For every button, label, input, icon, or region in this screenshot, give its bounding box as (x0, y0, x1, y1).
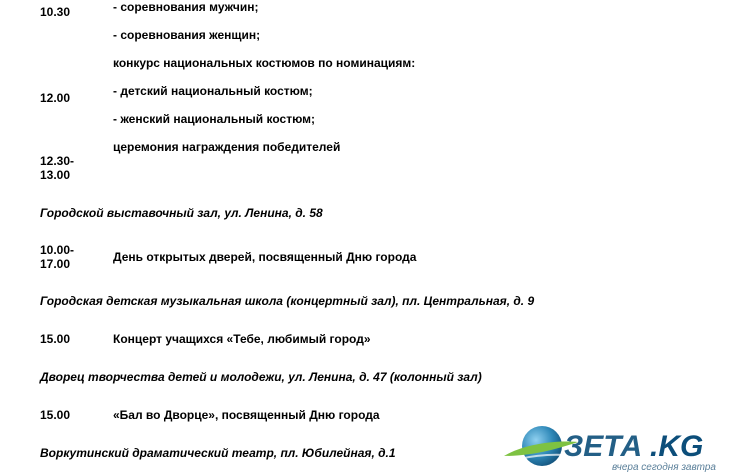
time-1200: 12.00 (40, 91, 71, 105)
event-ball: «Бал во Дворце», посвященный Дню города (113, 408, 380, 422)
time-1230-start: 12.30- (40, 154, 75, 168)
time-1230-end: 13.00 (40, 168, 71, 182)
brand-tagline: вчера сегодня завтра (612, 462, 716, 473)
brand-name-right: .KG (650, 430, 704, 463)
time-1000-start: 10.00- (40, 243, 75, 257)
event-award-ceremony: церемония награждения победителей (113, 140, 341, 154)
venue-youth-palace: Дворец творчества детей и молодежи, ул. Ленина, д. 47 (колонный зал) (40, 370, 482, 384)
event-concert: Концерт учащихся «Тебе, любимый город» (113, 332, 371, 346)
venue-drama-theater: Воркутинский драматический театр, пл. Юбилейная, д.1 (40, 446, 396, 460)
event-child-costume: - детский национальный костюм; (113, 84, 313, 98)
venue-exhibition-hall: Городской выставочный зал, ул. Ленина, д. 58 (40, 206, 323, 220)
time-1500-concert: 15.00 (40, 332, 71, 346)
event-costume-contest: конкурс национальных костюмов по номинациям: (113, 56, 416, 70)
event-men-competition: - соревнования мужчин; (113, 0, 259, 14)
brand-name-left: ЗЕТА (564, 430, 643, 463)
venue-music-school: Городская детская музыкальная школа (концертный зал), пл. Центральная, д. 9 (40, 294, 535, 308)
event-open-day: День открытых дверей, посвященный Дню города (113, 250, 417, 264)
event-women-competition: - соревнования женщин; (113, 28, 261, 42)
event-female-costume: - женский национальный костюм; (113, 112, 316, 126)
time-1500-ball: 15.00 (40, 408, 71, 422)
time-1000-end: 17.00 (40, 257, 71, 271)
time-1030: 10.30 (40, 5, 71, 19)
site-watermark (500, 422, 730, 474)
